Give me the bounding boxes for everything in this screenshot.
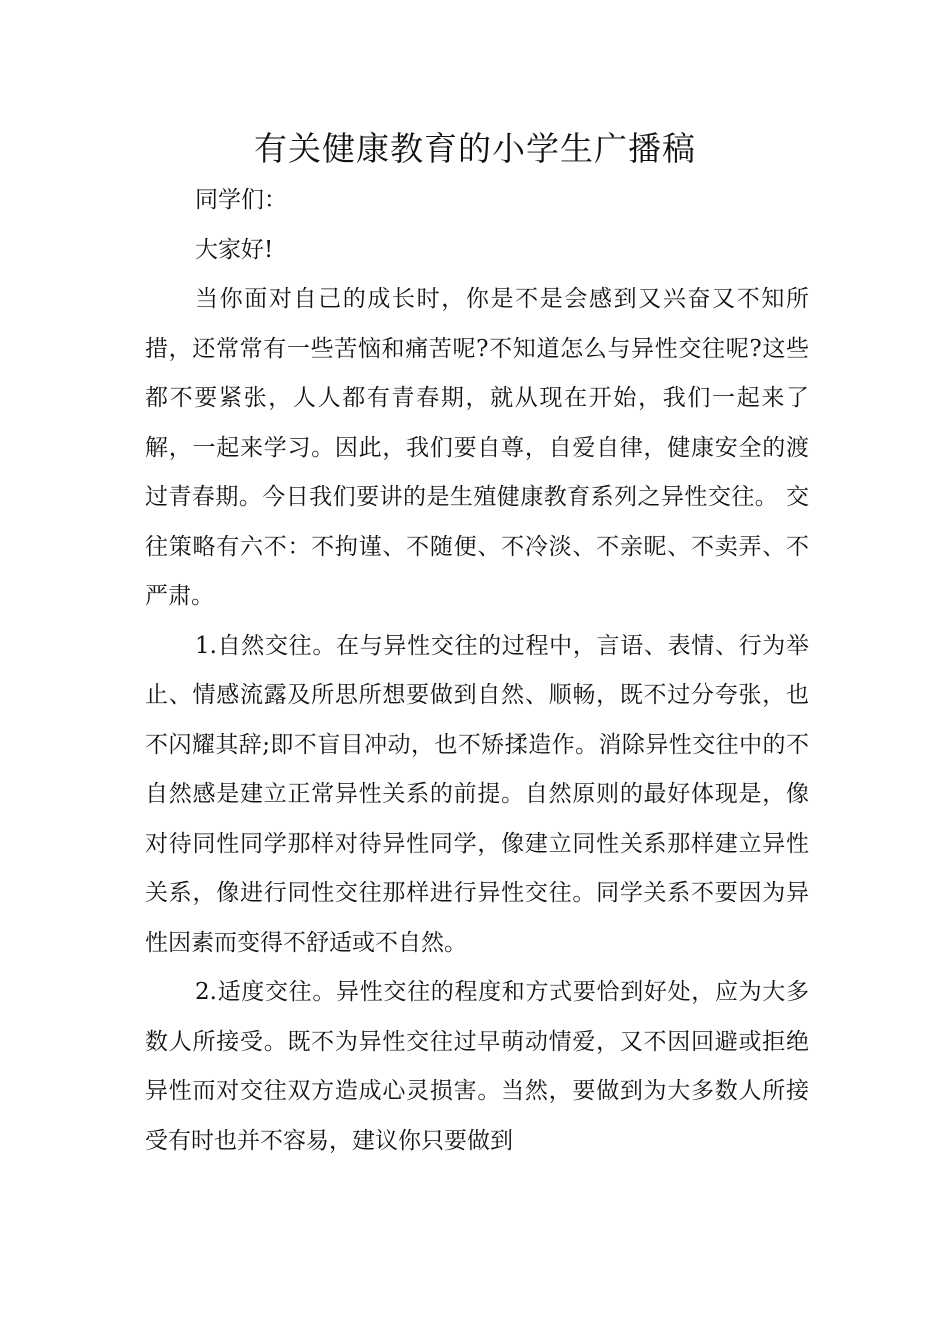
paragraph-greeting: 同学们： [195, 187, 287, 213]
paragraph-moderate-interaction: 2.适度交往。异性交往的程度和方式要恰到好处，应为大多数人所接受。既不为异性交往过早萌动情爱，又不因回避或拒绝异性而对交往双方造成心灵损害。当然，要做到为大多数人所接受有时也并不容易，建议你只要做到 [145, 979, 809, 1154]
document-title: 有关健康教育的小学生广播稿 [254, 129, 696, 168]
paragraph-natural-interaction: 1.自然交往。在与异性交往的过程中，言语、表情、行为举止、情感流露及所思所想要做到自然、顺畅，既不过分夸张，也不闪耀其辞;即不盲目冲动，也不矫揉造作。消除异性交往中的不自然感是建立正常异性关系的前提。自然原则的最好体现是，像对待同性同学那样对待异性同学，像建立同性关系那样建立异性关系，像进行同性交往那样进行异性交往。同学关系不要因为异性因素而变得不舒适或不自然。 [145, 632, 809, 956]
paragraph-intro: 当你面对自己的成长时，你是不是会感到又兴奋又不知所措，还常常有一些苦恼和痛苦呢?不知道怎么与异性交往呢?这些都不要紧张，人人都有青春期，就从现在开始，我们一起来了解，一起来学习。因此，我们要自尊，自爱自律，健康安全的渡过青春期。今日我们要讲的是生殖健康教育系列之异性交往。 交往策略有六不：不拘谨、不随便、不冷淡、不亲昵、不卖弄、不严肃。 [145, 286, 809, 609]
document-body [145, 176, 809, 1166]
paragraph-hello: 大家好! [195, 236, 274, 263]
